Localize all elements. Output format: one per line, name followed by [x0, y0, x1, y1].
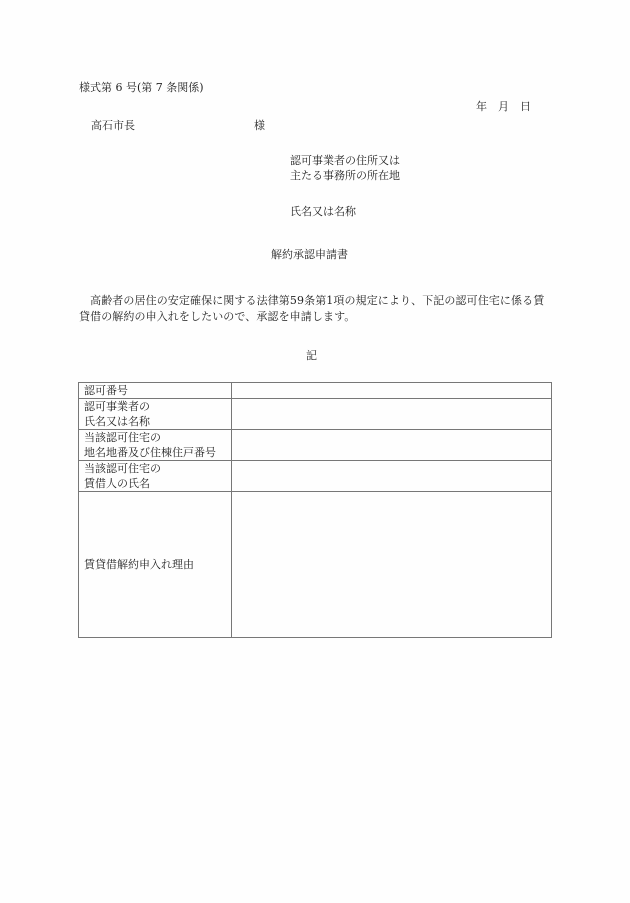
date-month-label: 月: [498, 100, 509, 113]
date-day-label: 日: [520, 100, 531, 113]
label-line: 氏名又は名称: [84, 415, 150, 428]
body-paragraph: [79, 293, 554, 324]
row-value-operator-name[interactable]: [232, 399, 552, 430]
applicant-address-label: [290, 153, 400, 183]
label-line: 当該認可住宅の: [84, 431, 161, 444]
row-label-operator-name: [79, 399, 232, 430]
row-value-housing-location[interactable]: [232, 430, 552, 461]
table-row: [79, 399, 552, 430]
row-label-permit-number: [79, 383, 232, 399]
table-row: [79, 430, 552, 461]
applicant-address-line2: 主たる事務所の所在地: [290, 169, 400, 182]
row-label-termination-reason: [79, 492, 232, 638]
label-line: 認可事業者の: [84, 400, 150, 413]
form-number: 様式第 6 号(第 7 条関係): [79, 81, 204, 94]
table-row: [79, 383, 552, 399]
row-label-tenant-name: [79, 461, 232, 492]
date-line: [476, 100, 542, 113]
table-row: [79, 492, 552, 638]
row-label-housing-location: [79, 430, 232, 461]
row-value-tenant-name[interactable]: [232, 461, 552, 492]
date-year-label: 年: [476, 100, 487, 113]
row-value-permit-number[interactable]: [232, 383, 552, 399]
table-row: [79, 461, 552, 492]
label-line: 認可番号: [84, 384, 128, 397]
addressee-honorific: 様: [254, 119, 265, 132]
label-line: 賃貸借解約申入れ理由: [84, 558, 194, 571]
applicant-address-line1: 認可事業者の住所又は: [290, 154, 400, 167]
label-line: 地名地番及び住棟住戸番号: [84, 446, 216, 459]
label-line: 当該認可住宅の: [84, 462, 161, 475]
body-text: 高齢者の居住の安定確保に関する法律第59条第1項の規定により、下記の認可住宅に係る賃貸借の解約の申入れをしたいので、承認を申請します。: [79, 294, 545, 323]
addressee-name: 高石市長: [91, 119, 135, 132]
row-value-termination-reason[interactable]: [232, 492, 552, 638]
record-table: [78, 382, 552, 638]
document-title: 解約承認申請書: [271, 248, 348, 261]
applicant-name-label: 氏名又は名称: [290, 205, 356, 218]
ki-heading: 記: [306, 349, 317, 362]
label-line: 賃借人の氏名: [84, 477, 150, 490]
